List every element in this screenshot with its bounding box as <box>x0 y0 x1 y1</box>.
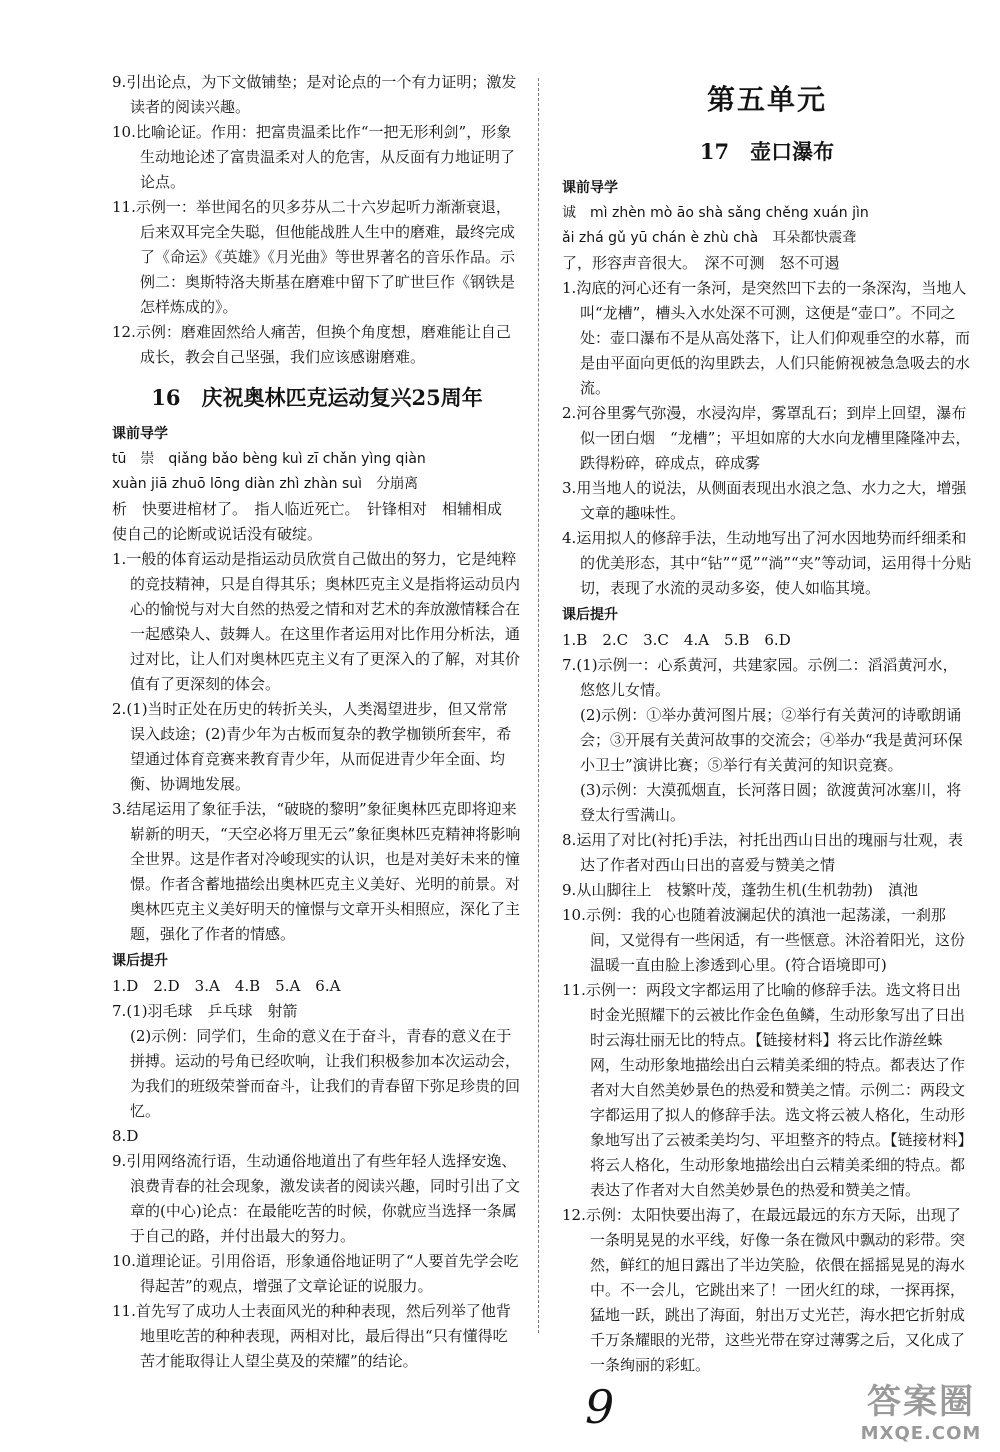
question-7-part-1: (1)示例一：心系黄河，共建家园。示例二：滔滔黄河水，悠悠儿女情。 <box>576 656 958 699</box>
answer-text: 运用拟人的修辞手法，生动地写出了河水因地势而纤细柔和的优美形态，其中“钻”“觅”“淌”“夹”等动词，运用得十分贴切，表现了水流的灵动多姿，使人如临其境。 <box>576 529 972 597</box>
multiple-choice-answers: 1.D 2.D 3.A 4.B 5.A 6.A <box>112 977 341 995</box>
answer-text: 运用了对比(衬托)手法，衬托出西山日出的瑰丽与壮观，表达了作者对西山日出的喜爱与赞美之情 <box>576 831 964 874</box>
watermark-url: MXQE.COM <box>860 1423 982 1444</box>
answer-item <box>112 120 522 195</box>
watermark-logo-text: 答案圈 <box>867 1382 975 1422</box>
answer-text: 用当地人的说法，从侧面表现出水浪之急、水力之大，增强文章的趣味性。 <box>576 479 967 522</box>
answer-item <box>562 276 972 401</box>
answer-number: 9. <box>112 73 127 91</box>
right-column <box>562 70 972 1378</box>
vocab-answers: 了，形容声音很大。 深不可测 怒不可遏 <box>562 254 840 272</box>
question-7 <box>112 999 522 1024</box>
answer-text: 示例：太阳快要出海了，在最远最远的东方天际，出现了一条明晃晃的水平线，好像一条在微风中飘动的彩带。突然，鲜红的旭日露出了半边笑脸，依偎在摇摇晃晃的海水中。不一会儿，它跳出来了！一团火红的球，一探再探，猛地一跃，跳出了海面，射出万丈光芒，海水把它折射成千万条耀眼的光带，这些光带在穿过薄雾之后，又化成了一条绚丽的彩虹。 <box>585 1206 966 1374</box>
answer-item <box>112 1249 522 1299</box>
answer-number: 2. <box>112 700 127 718</box>
answer-number: 9. <box>562 881 577 899</box>
page-number: 9 <box>585 1380 615 1434</box>
answer-number: 11. <box>112 198 136 216</box>
answer-text: D <box>126 1127 139 1145</box>
question-7-part-1: (1)羽毛球 乒乓球 射箭 <box>126 1002 298 1020</box>
pre-study-answers <box>112 547 522 947</box>
answer-text: 一般的体育运动是指运动员欣赏自己做出的努力，它是纯粹的竞技精神，只是自得其乐；奥林匹克主义是指将运动员内心的愉悦与对大自然的热爱之情和对艺术的奔放激情糅合在一起感染人、鼓舞人。在这里作者运用对比作用分析法，通过对比，让人们对奥林匹克主义有了更深入的了解，对其价值有了更深刻的体会。 <box>126 550 521 693</box>
answer-number: 4. <box>562 529 577 547</box>
answer-text: 示例一：两段文字都运用了比喻的修辞手法。选文将日出时金光照耀下的云被比作金色鱼鳞，生动形象写出了日出时云海壮丽无比的特点。【链接材料】将云比作游丝蛛网，生动形象地描绘出白云精美柔细的特点。都表达了作者对大自然美妙景色的热爱和赞美之情。示例二：两段文字都运用了拟人的修辞手法。选文将云被人格化，生动形象地写出了云被柔美均匀、平坦整齐的特点。【链接材料】将云人格化，生动形象地描绘出白云精美柔细的特点。都表达了作者对大自然美妙景色的热爱和赞美之情。 <box>585 981 966 1199</box>
answer-text: 结尾运用了象征手法，“破晓的黎明”象征奥林匹克即将迎来崭新的明天，“天空必将万里无云”象征奥林匹克精神将影响全世界。这是作者对冷峻现实的认识，也是对美好未来的憧憬。作者含蓄地描绘出奥林匹克主义美好、光明的前景。对奥林匹克主义美好明天的憧憬与文章开头相照应，深化了主题，强化了作者的情感。 <box>126 800 521 943</box>
answer-number: 10. <box>562 906 586 924</box>
answer-number: 2. <box>562 404 577 422</box>
question-7-part-2: (2)示例：①举办黄河图片展；②举行有关黄河的诗歌朗诵会；③开展有关黄河故事的交流会；④举办“我是黄河环保小卫士”演讲比赛；⑤举行有关黄河的知识竞赛。 <box>580 706 963 774</box>
answer-item <box>562 828 972 878</box>
answer-item <box>112 547 522 697</box>
answer-item <box>112 320 522 370</box>
left-column <box>112 70 522 1374</box>
answer-number: 12. <box>562 1206 586 1224</box>
answer-item <box>562 978 972 1203</box>
answer-item <box>112 1124 522 1149</box>
post-study-answers <box>562 828 972 1378</box>
column-divider <box>538 78 539 1333</box>
pinyin-line-1: tū 崇 qiǎng bǎo bèng kuì zī chǎn yìng qiàn <box>112 451 426 467</box>
pre-study-heading: 课前导学 <box>562 180 618 196</box>
answer-text: 比喻论证。作用：把富贵温柔比作“一把无形利剑”，形象生动地论述了富贵温柔对人的危害，从反面有力地证明了论点。 <box>135 123 516 191</box>
answer-item <box>562 476 972 526</box>
lesson-16-title: 16 庆祝奥林匹克运动复兴25周年 <box>151 385 483 410</box>
answer-number: 10. <box>112 1252 136 1270</box>
answer-number: 3. <box>112 800 127 818</box>
answer-text: 道理论证。引用俗语，形象通俗地证明了“人要首先学会吃得起苦”的观点，增强了文章论证的说服力。 <box>135 1252 519 1295</box>
answer-item <box>112 70 522 120</box>
answer-number: 11. <box>112 1302 136 1320</box>
unit-title: 第五单元 <box>706 83 827 116</box>
vocab-answers: 析 快要进棺材了。 指人临近死亡。 针锋相对 相辅相成 使自己的论断或说话没有破绽。 <box>112 500 518 543</box>
question-7 <box>562 653 972 703</box>
answer-number: 8. <box>112 1127 127 1145</box>
answer-number: 3. <box>562 479 577 497</box>
answer-number: 10. <box>112 123 136 141</box>
pre-study-answers <box>562 276 972 601</box>
answer-number: 12. <box>112 323 136 341</box>
question-7-part-2: (2)示例：同学们，生命的意义在于奋斗，青春的意义在于拼搏。运动的号角已经吹响，让我们积极参加本次运动会，为我们的班级荣誉而奋斗，让我们的青春留下弥足珍贵的回忆。 <box>130 1027 521 1120</box>
post-study-answers <box>112 1124 522 1374</box>
answer-number: 8. <box>562 831 577 849</box>
answer-text: 首先写了成功人士表面风光的种种表现，然后列举了他背地里吃苦的种种表现，两相对比，最后得出“只有懂得吃苦才能取得让人望尘莫及的荣耀”的结论。 <box>135 1302 511 1370</box>
pinyin-line-2: ǎi zhá gǔ yū chán è zhù chà 耳朵都快震聋 <box>562 230 857 246</box>
post-study-heading: 课后提升 <box>112 953 168 969</box>
answer-item <box>562 903 972 978</box>
question-number: 7. <box>112 1002 127 1020</box>
answer-item <box>562 401 972 476</box>
answer-number: 9. <box>112 1152 127 1170</box>
answer-text: 沟底的河心还有一条河，是突然凹下去的一条深沟，当地人叫“龙槽”，槽头入水处深不可测，这便是“壶口”。不同之处：壶口瀑布不是从高处落下，让人们仰观垂空的水幕，而是由平面向更低的沟里跌去，人们只能俯视被急急吸去的水流。 <box>576 279 971 397</box>
answer-item <box>112 195 522 320</box>
answer-item <box>112 797 522 947</box>
answer-text: 引用网络流行语，生动通俗地道出了有些年轻人选择安逸、浪费青春的社会现象，激发读者的阅读兴趣，同时引出了文章的(中心)论点：在最能吃苦的时候，你就应当选择一条属于自己的路，并付出最大的努力。 <box>126 1152 521 1245</box>
answer-text: 示例：我的心也随着波澜起伏的滇池一起荡漾，一刹那间，又觉得有一些闲适，有一些惬意。沐浴着阳光，这份温暖一直由脸上渗透到心里。(符合语境即可) <box>585 906 966 974</box>
answer-text: 示例一：举世闻名的贝多芬从二十六岁起听力渐渐衰退，后来双耳完全失聪，但他能战胜人生中的磨难，最终完成了《命运》《英雄》《月光曲》等世界著名的音乐作品。示例二：奥斯特洛夫斯基在磨难中留下了旷世巨作《钢铁是怎样炼成的》。 <box>135 198 516 316</box>
answer-number: 1. <box>562 279 577 297</box>
answer-text: 示例：磨难固然给人痛苦，但换个角度想，磨难能让自己成长，教会自己坚强，我们应该感谢磨难。 <box>135 323 511 366</box>
watermark <box>846 1374 996 1444</box>
question-number: 7. <box>562 656 577 674</box>
post-study-heading: 课后提升 <box>562 607 618 623</box>
answer-text: (1)当时正处在历史的转折关头，人类渴望进步，但又常常误入歧途；(2)青少年为古板而复杂的教学枷锁所套牢，希望通过体育竞赛来教育青少年，从而促进青少年全面、均衡、协调地发展。 <box>126 700 512 793</box>
left-answers-continued <box>112 70 522 370</box>
question-7-part-3: (3)示例：大漠孤烟直，长河落日圆；欲渡黄河冰塞川，将登太行雪满山。 <box>580 781 962 824</box>
multiple-choice-answers: 1.B 2.C 3.C 4.A 5.B 6.D <box>562 631 791 649</box>
pinyin-line-2: xuàn jiā zhuō lōng diàn zhì zhàn suì 分崩离 <box>112 476 419 492</box>
pinyin-line-1: 诚 mì zhèn mò āo shà sǎng chěng xuán jìn <box>562 205 869 221</box>
answer-text: 河谷里雾气弥漫，水浸沟岸，雾罩乱石；到岸上回望，瀑布似一团白烟 “龙槽”；平坦如席的大水向龙槽里隆隆冲去，跌得粉碎，碎成点，碎成雾 <box>576 404 971 472</box>
answer-number: 1. <box>112 550 127 568</box>
lesson-17-title: 17 壶口瀑布 <box>699 139 835 164</box>
answer-item <box>112 1299 522 1374</box>
pre-study-heading: 课前导学 <box>112 426 168 442</box>
answer-item <box>112 1149 522 1249</box>
answer-number: 11. <box>562 981 586 999</box>
answer-item <box>562 878 972 903</box>
answer-item <box>112 697 522 797</box>
answer-text: 从山脚往上 枝繁叶茂，蓬勃生机(生机勃勃) 滇池 <box>576 881 919 899</box>
answer-item <box>562 1203 972 1378</box>
answer-text: 引出论点，为下文做铺垫；是对论点的一个有力证明；激发读者的阅读兴趣。 <box>126 73 517 116</box>
answer-item <box>562 526 972 601</box>
